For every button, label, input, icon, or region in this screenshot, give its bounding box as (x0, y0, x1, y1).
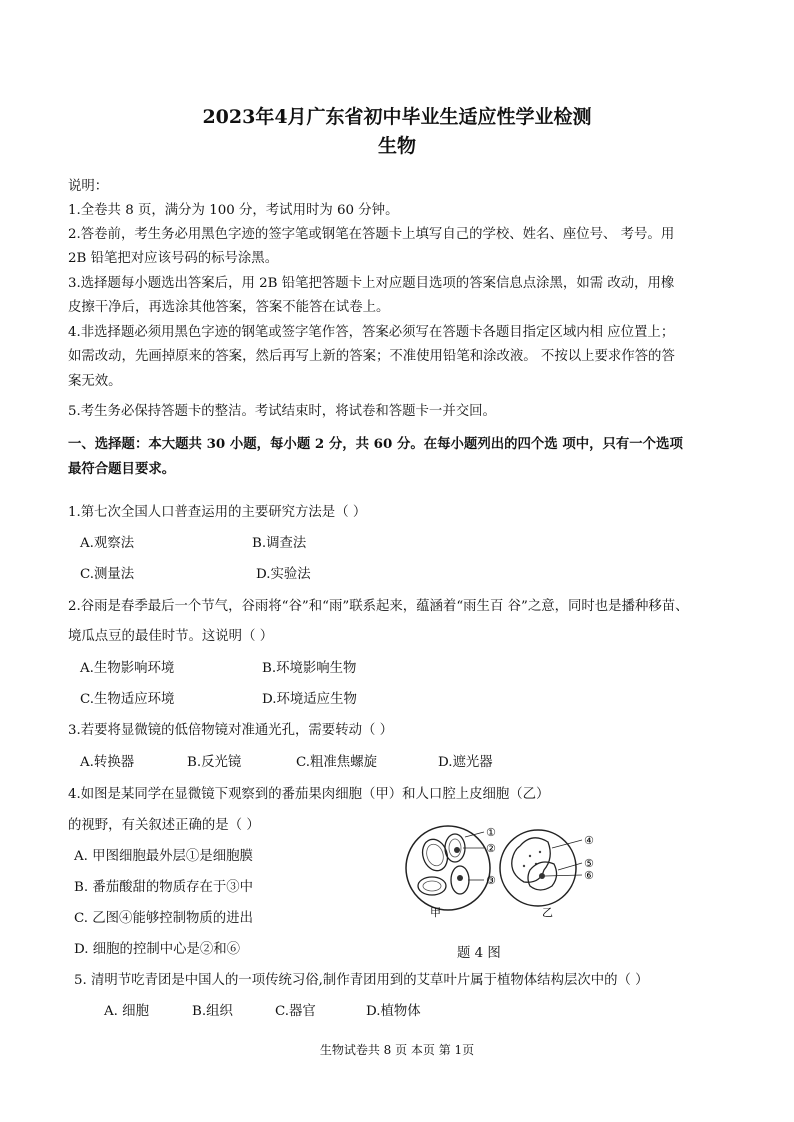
q4-option-b: B. 番茄酸甜的物质存在于③中 (74, 880, 254, 895)
marker-5: ⑤ (584, 857, 594, 870)
question-2-stem-cont: 境瓜点豆的最佳时节。这说明（ ） (68, 629, 274, 644)
q1-option-d: D.实验法 (256, 567, 311, 582)
q5-option-c: C.器官 (275, 1004, 316, 1019)
q2-option-b: B.环境影响生物 (262, 661, 357, 676)
question-3-stem: 3.若要将显微镜的低倍物镜对准通光孔，需要转动（ ） (68, 723, 394, 738)
cell-figure (402, 818, 602, 918)
marker-2: ② (486, 842, 496, 855)
q3-option-c: C.粗准焦螺旋 (296, 755, 377, 770)
q1-option-c: C.测量法 (80, 567, 135, 582)
note-line: 5.考生务必保持答题卡的整洁。考试结束时，将试卷和答题卡一并交回。 (68, 404, 496, 419)
note-line: 如需改动，先画掉原来的答案，然后再写上新的答案；不准使用铅笔和涂改液。 不按以上要求作答的答 (68, 349, 675, 364)
notes-heading: 说明： (68, 179, 109, 194)
q2-option-c: C.生物适应环境 (80, 692, 175, 707)
note-line: 4.非选择题必须用黑色字迹的钢笔或签字笔作答，答案必须写在答题卡各题目指定区域内相 应位置上； (68, 325, 675, 340)
q3-option-a: A.转换器 (80, 755, 135, 770)
exam-subject: 生物 (377, 135, 416, 157)
question-4-stem: 4.如图是某同学在显微镜下观察到的番茄果肉细胞（甲）和人口腔上皮细胞（乙） (68, 787, 550, 802)
question-4-stem-cont: 的视野，有关叙述正确的是（ ） (68, 818, 260, 833)
exam-title: 2023年4月广东省初中毕业生适应性学业检测 (202, 106, 592, 128)
q4-option-a: A. 甲图细胞最外层①是细胞膜 (74, 849, 253, 864)
q2-option-a: A.生物影响环境 (80, 661, 175, 676)
q1-option-b: B.调查法 (252, 536, 307, 551)
note-line: 3.选择题每小题选出答案后，用 2B 铅笔把答题卡上对应题目选项的答案信息点涂黑，如需 改动，用橡 (68, 276, 675, 291)
marker-6: ⑥ (584, 869, 594, 882)
q4-option-c: C. 乙图④能够控制物质的进出 (74, 911, 253, 926)
question-1-stem: 1.第七次全国人口普查运用的主要研究方法是（ ） (68, 505, 367, 520)
note-line: 2.答卷前，考生务必用黑色字迹的签字笔或钢笔在答题卡上填写自己的学校、姓名、座位号、 考号。用 (68, 227, 675, 242)
q1-option-a: A.观察法 (80, 536, 135, 551)
marker-4: ④ (584, 834, 594, 847)
note-line: 2B 铅笔把对应该号码的标号涂黑。 (68, 251, 279, 266)
q2-option-d: D.环境适应生物 (262, 692, 357, 707)
q4-option-d: D. 细胞的控制中心是②和⑥ (74, 942, 241, 957)
marker-1: ① (486, 826, 496, 839)
note-line: 皮擦干净后，再选涂其他答案，答案不能答在试卷上。 (68, 300, 390, 315)
note-line: 案无效。 (68, 374, 122, 389)
cell-diagram (402, 818, 602, 918)
label-jia: 甲 (430, 906, 441, 918)
question-2-stem: 2.谷雨是春季最后一个节气，谷雨将“谷”和“雨”联系起来，蕴涵着“雨生百 谷”之意，同时也是播种移苗、 (68, 599, 689, 614)
figure-caption: 题 4 图 (457, 946, 501, 961)
label-yi: 乙 (542, 906, 553, 918)
q5-option-d: D.植物体 (366, 1004, 421, 1019)
marker-3: ③ (486, 874, 496, 887)
section-heading: 一、选择题：本大题共 30 小题，每小题 2 分，共 60 分。在每小题列出的四个选 项中，只有一个选项 (68, 436, 683, 452)
section-heading-cont: 最符合题目要求。 (68, 461, 176, 477)
q5-option-b: B.组织 (192, 1004, 233, 1019)
q3-option-b: B.反光镜 (187, 755, 242, 770)
q3-option-d: D.遮光器 (438, 755, 493, 770)
page-footer: 生物试卷共 8 页 本页 第 1页 (319, 1043, 475, 1057)
note-line: 1.全卷共 8 页，满分为 100 分，考试用时为 60 分钟。 (68, 203, 399, 218)
question-5-stem: 5. 清明节吃青团是中国人的一项传统习俗,制作青团用到的艾草叶片属于植物体结构层次中的（ ） (74, 973, 649, 988)
q5-option-a: A. 细胞 (104, 1004, 149, 1019)
